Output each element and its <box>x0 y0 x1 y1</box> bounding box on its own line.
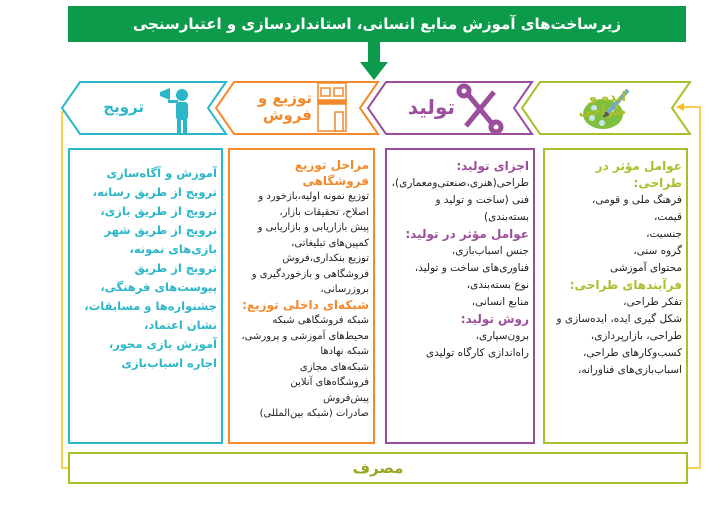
consumption-label: مصرف <box>352 459 404 477</box>
list-item: ترویج از طریق شهر بازی‌های نمونه، <box>104 223 217 256</box>
list-item: قیمت، <box>654 211 682 223</box>
list-item: ترویج از طریق پیوست‌های فرهنگی، <box>100 261 217 294</box>
list-item: شبکه فروشگاهی شبکه محیط‌های آموزشی و پرورشی، <box>241 315 369 342</box>
production-factors-heading: عوامل مؤثر در تولید: <box>405 227 529 241</box>
list-item: ترویج از طریق رسانه، <box>92 185 217 199</box>
list-item: گروه سنی، <box>633 245 682 257</box>
list-item: ترویج از طریق بازی، <box>100 204 217 218</box>
list-item: جنس اسباب‌بازی، <box>451 245 529 257</box>
production-parts-heading: اجزای تولید: <box>456 159 529 173</box>
list-item: شکل گیری ایده، ایده‌سازی و طراحی، بازارپردازی، <box>556 313 682 342</box>
list-item: توزیع نمونه اولیه،بازخورد و اصلاح، تحقیقات بازار، <box>258 191 369 218</box>
list-item: راه‌اندازی کارگاه تولیدی <box>425 347 529 359</box>
stage-title-idea: ایده و طراحی <box>578 90 626 120</box>
shop-icon <box>318 83 346 131</box>
banner-title: زیرساخت‌های آموزش منابع انسانی، استانداردسازی و اعتبارسنجی <box>132 15 622 33</box>
list-item: اسباب‌بازی‌های فناورانه، <box>577 364 682 376</box>
down-arrow-shaft <box>368 42 380 64</box>
distribution-box <box>228 148 375 444</box>
list-item: فناوری‌های ساخت و تولید، <box>414 262 529 274</box>
production-method-heading: روش تولید: <box>460 312 529 326</box>
list-item: جشنواره‌ها و مسابقات، <box>84 299 217 313</box>
list-item: فرهنگ ملی و قومی، <box>591 194 682 206</box>
list-item: آموزش و آگاه‌سازی <box>106 166 217 180</box>
idea-design-box <box>543 148 688 444</box>
list-item: کسب‌وکارهای طراحی، <box>582 347 682 359</box>
list-item: فروشگاه‌های آنلاین <box>290 377 369 388</box>
list-item: صادرات (شبکه بین‌المللی) <box>259 408 369 419</box>
list-item: توزیع بنکداری،فروش فروشگاهی و بازخوردگیری و بروزرسانی، <box>251 253 369 295</box>
list-item: منابع انسانی، <box>471 296 529 308</box>
list-item: پیش بازاریابی و بازاریابی و کمپین‌های تبلیغاتی، <box>257 222 369 249</box>
list-item: اجاره اسباب‌بازی <box>121 356 217 370</box>
feedback-arrow-head <box>676 103 684 111</box>
list-item: شبکه نهادها <box>320 346 369 357</box>
stage-title-promotion: ترویج <box>103 98 144 116</box>
internal-network-heading: شبکه‌ای داخلی توزیع: <box>242 297 369 312</box>
stage-title-distribution: توزیع و فروش <box>257 89 312 124</box>
promotion-box <box>68 148 223 444</box>
store-distribution-heading: مراحل توزیع فروشگاهی <box>294 158 369 188</box>
list-item: جنسیت، <box>646 228 682 240</box>
list-item: تفکر طراحی، <box>623 296 682 308</box>
list-item: نشان اعتماد، <box>144 318 217 332</box>
production-box <box>385 148 535 444</box>
list-item: آموزش بازی محور، <box>108 337 217 351</box>
design-processes-heading: فرآیندهای طراحی: <box>569 278 682 292</box>
stage-title-production: تولید <box>407 95 455 119</box>
list-item: پیش‌فروش <box>323 392 369 404</box>
list-item: شبکه‌های مجازی <box>299 361 369 373</box>
list-item: نوع بسته‌بندی، <box>466 279 529 291</box>
list-item: فنی (ساخت و تولید و بسته‌بندی) <box>435 194 529 223</box>
down-arrow-head <box>360 62 388 80</box>
consumption-box <box>68 452 688 484</box>
design-factors-heading: عوامل مؤثر در طراحی: <box>595 159 682 190</box>
list-item: محتوای آموزشی <box>609 262 682 274</box>
list-item: برون‌سپاری، <box>475 330 529 342</box>
list-item: طراحی(هنری،صنعتی‌ومعماری)، <box>391 177 529 189</box>
